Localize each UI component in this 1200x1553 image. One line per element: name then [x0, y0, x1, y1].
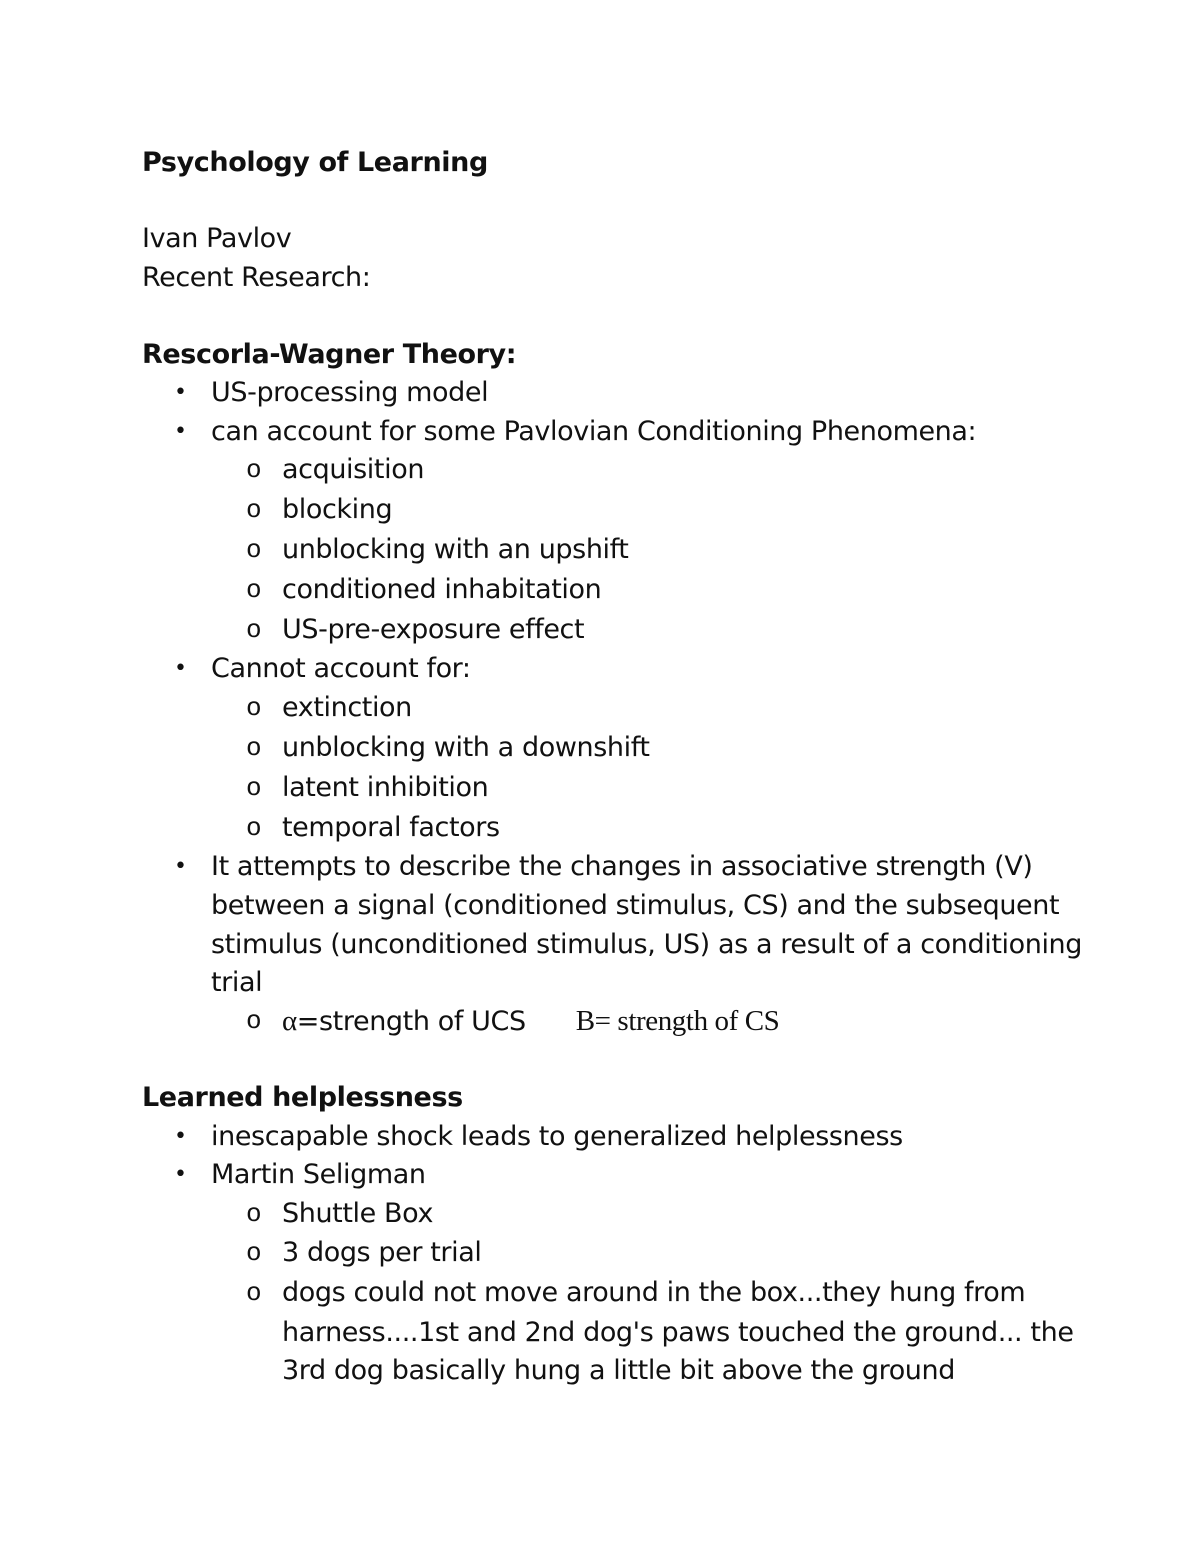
bullet-marker: • — [174, 1162, 187, 1187]
sub-list-item: conditioned inhabitation — [282, 574, 602, 605]
list-item: inescapable shock leads to generalized helplessness — [211, 1121, 903, 1152]
bullet-marker: • — [174, 419, 187, 444]
bullet-marker: • — [174, 380, 187, 405]
list-item-line: trial — [211, 967, 263, 998]
sub-list-item: temporal factors — [282, 812, 500, 843]
sub-bullet-marker: o — [246, 733, 262, 763]
document-title: Psychology of Learning — [142, 147, 488, 178]
list-item-line: stimulus (unconditioned stimulus, US) as a result of a conditioning — [211, 929, 1083, 960]
sub-list-item-line: 3rd dog basically hung a little bit above the ground — [282, 1355, 955, 1386]
sub-list-item: 3 dogs per trial — [282, 1237, 482, 1268]
sub-list-item: unblocking with a downshift — [282, 732, 650, 763]
sub-bullet-marker: o — [246, 773, 262, 803]
sub-bullet-marker: o — [246, 1006, 262, 1036]
sub-list-item: extinction — [282, 692, 412, 723]
sub-list-item: latent inhibition — [282, 772, 489, 803]
sub-bullet-marker: o — [246, 1238, 262, 1268]
sub-bullet-marker: o — [246, 1199, 262, 1229]
sub-bullet-marker: o — [246, 693, 262, 723]
sub-bullet-marker: o — [246, 535, 262, 565]
sub-bullet-marker: o — [246, 813, 262, 843]
list-item: Cannot account for: — [211, 653, 471, 684]
sub-bullet-marker: o — [246, 1278, 262, 1308]
intro-line: Ivan Pavlov — [142, 223, 292, 254]
alpha-symbol: α — [282, 1005, 297, 1037]
sub-list-item-line: harness....1st and 2nd dog's paws touched the ground... the — [282, 1317, 1074, 1348]
section-heading: Learned helplessness — [142, 1082, 463, 1113]
sub-list-item: unblocking with an upshift — [282, 534, 629, 565]
sub-list-item-line: dogs could not move around in the box...they hung from — [282, 1277, 1026, 1308]
list-item: Martin Seligman — [211, 1159, 426, 1190]
list-item-line: between a signal (conditioned stimulus, CS) and the subsequent — [211, 890, 1060, 921]
formula-line — [282, 1001, 779, 1042]
beta-definition: B= strength of CS — [575, 1005, 780, 1037]
sub-bullet-marker: o — [246, 615, 262, 645]
intro-line: Recent Research: — [142, 262, 371, 293]
sub-list-item: US-pre-exposure effect — [282, 614, 585, 645]
bullet-marker: • — [174, 656, 187, 681]
alpha-definition: =strength of UCS — [296, 1006, 526, 1037]
sub-bullet-marker: o — [246, 455, 262, 485]
list-item-line: It attempts to describe the changes in associative strength (V) — [211, 851, 1033, 882]
bullet-marker: • — [174, 1124, 187, 1149]
sub-list-item: blocking — [282, 494, 393, 525]
sub-list-item: acquisition — [282, 454, 425, 485]
sub-bullet-marker: o — [246, 495, 262, 525]
list-item: can account for some Pavlovian Conditioning Phenomena: — [211, 416, 977, 447]
sub-bullet-marker: o — [246, 575, 262, 605]
list-item: US-processing model — [211, 377, 489, 408]
sub-list-item: Shuttle Box — [282, 1198, 434, 1229]
bullet-marker: • — [174, 854, 187, 879]
section-heading: Rescorla-Wagner Theory: — [142, 339, 517, 370]
